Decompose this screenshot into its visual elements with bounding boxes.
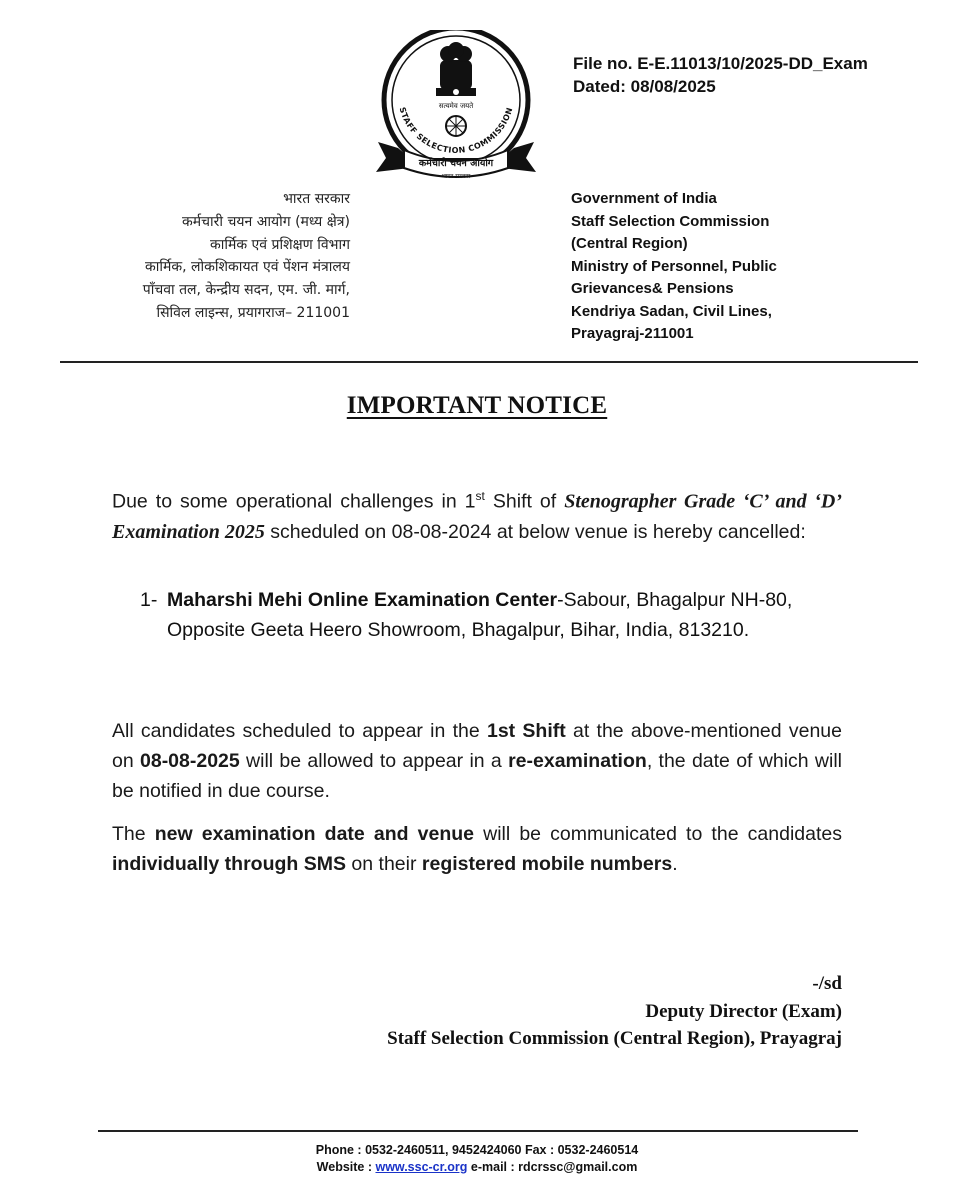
file-date: Dated: 08/08/2025 xyxy=(573,77,716,96)
english-address-line: Grievances& Pensions xyxy=(571,280,734,297)
exam-name: Stenographer Grade ‘C’ and ‘D’ Examination 2025 xyxy=(112,490,842,543)
venue-name: Maharshi Mehi Online Examination Center xyxy=(167,589,558,611)
lion-capital-icon xyxy=(436,42,476,96)
footer-email: e-mail : rdcrssc@gmail.com xyxy=(467,1160,638,1174)
hindi-address-line: सिविल लाइन्स, प्रयागराज– 211001 xyxy=(156,304,350,321)
file-reference xyxy=(573,52,868,98)
emblem-motto: सत्यमेव जयते xyxy=(438,102,474,110)
notice-paragraph-3: The new examination date and venue will be communicated to the candidates individually through SMS on their registered mobile numbers. xyxy=(112,823,842,875)
venue-number: 1- xyxy=(140,589,158,611)
footer xyxy=(0,1142,954,1176)
emblem-sub-text: भारत सरकार xyxy=(441,173,471,180)
notice-paragraph-1: Due to some operational challenges in 1st Shift of Stenographer Grade ‘C’ and ‘D’ Examination 2025 scheduled on 08-08-2024 at below venue is hereby cancelled: xyxy=(112,489,842,543)
emblem-ring-text: STAFF SELECTION COMMISSION xyxy=(397,106,515,155)
hindi-address-line: पाँचवा तल, केन्द्रीय सदन, एम. जी. मार्ग, xyxy=(142,282,350,299)
chakra-icon xyxy=(446,116,466,136)
footer-web-email: Website : www.ssc-cr.org e-mail : rdcrssc@gmail.com xyxy=(316,1160,638,1174)
venue-list-item xyxy=(140,585,855,645)
english-address-line: (Central Region) xyxy=(571,235,688,252)
ssc-emblem-logo xyxy=(370,30,542,185)
hindi-address-line: कर्मचारी चयन आयोग (मध्य क्षेत्र) xyxy=(182,213,350,230)
notice-paragraph-2: All candidates scheduled to appear in the 1st Shift at the above-mentioned venue on 08-08-2025 will be allowed to appear in a re-examination, the date of which will be notified in due course. xyxy=(112,720,843,802)
venue-address: -Sabour, Bhagalpur NH-80, Opposite Geeta Heero Showroom, Bhagalpur, Bihar, India, 813210. xyxy=(167,589,793,641)
hindi-address xyxy=(50,188,350,325)
signature-sd: -/sd xyxy=(812,973,842,994)
english-address-line: Prayagraj-211001 xyxy=(571,325,694,342)
notice-title: IMPORTANT NOTICE xyxy=(346,392,608,419)
emblem-scroll-text: कर्मचारी चयन आयोग xyxy=(418,158,494,169)
signature-designation: Deputy Director (Exam) xyxy=(645,1000,842,1022)
english-address-line: Government of India xyxy=(571,190,717,207)
english-address-line: Staff Selection Commission xyxy=(571,212,770,230)
website-link[interactable]: www.ssc-cr.org xyxy=(375,1160,468,1174)
english-address xyxy=(571,188,871,346)
footer-phone: Phone : 0532-2460511, 9452424060 Fax : 0532-2460514 xyxy=(315,1143,639,1157)
header-divider xyxy=(60,361,918,363)
footer-divider xyxy=(98,1130,858,1132)
hindi-address-line: कार्मिक एवं प्रशिक्षण विभाग xyxy=(209,236,350,253)
english-address-line: Ministry of Personnel, Public xyxy=(571,257,777,275)
file-number: File no. E-E.11013/10/2025-DD_Exam xyxy=(573,54,868,73)
signature-office: Staff Selection Commission (Central Region), Prayagraj xyxy=(387,1028,842,1049)
hindi-address-line: कार्मिक, लोकशिकायत एवं पेंशन मंत्रालय xyxy=(145,259,350,276)
signature-block xyxy=(387,970,842,1053)
english-address-line: Kendriya Sadan, Civil Lines, xyxy=(571,302,772,320)
hindi-address-line: भारत सरकार xyxy=(283,191,350,207)
